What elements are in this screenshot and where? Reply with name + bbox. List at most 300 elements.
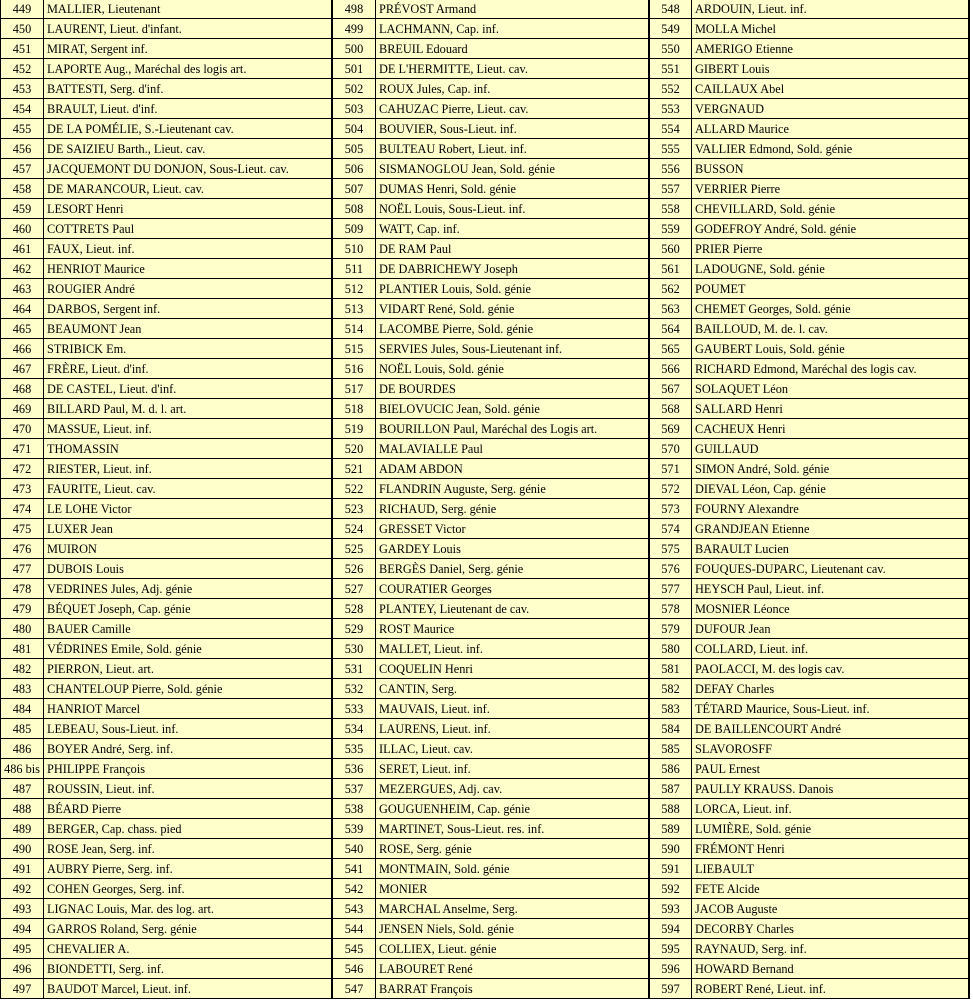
table-row	[0, 79, 333, 99]
entry-number: 531	[333, 659, 376, 679]
entry-number: 550	[650, 39, 692, 59]
entry-name: BOUVIER, Sous-Lieut. inf.	[376, 119, 650, 139]
table-row	[0, 579, 333, 599]
entry-number: 558	[650, 199, 692, 219]
table-row	[333, 179, 650, 199]
entry-name: BREUIL Edouard	[376, 39, 650, 59]
entry-number: 487	[0, 779, 44, 799]
table-row	[333, 719, 650, 739]
entry-number: 574	[650, 519, 692, 539]
table-row	[0, 259, 333, 279]
table-row	[0, 819, 333, 839]
entry-name: TÉTARD Maurice, Sous-Lieut. inf.	[692, 699, 970, 719]
table-row	[333, 799, 650, 819]
table-row	[0, 959, 333, 979]
entry-number: 492	[0, 879, 44, 899]
table-row	[333, 559, 650, 579]
entry-name: COLLARD, Lieut. inf.	[692, 639, 970, 659]
table-row	[0, 379, 333, 399]
table-row	[650, 519, 970, 539]
entry-number: 523	[333, 499, 376, 519]
table-row	[333, 299, 650, 319]
entry-number: 512	[333, 279, 376, 299]
entry-name: HANRIOT Marcel	[44, 699, 333, 719]
entry-name: LORCA, Lieut. inf.	[692, 799, 970, 819]
entry-name: JENSEN Niels, Sold. génie	[376, 919, 650, 939]
entry-number: 548	[650, 0, 692, 19]
entry-number: 587	[650, 779, 692, 799]
entry-number: 473	[0, 479, 44, 499]
entry-number: 588	[650, 799, 692, 819]
table-row	[0, 199, 333, 219]
table-row	[650, 119, 970, 139]
table-row	[0, 419, 333, 439]
table-row	[0, 299, 333, 319]
entry-number: 480	[0, 619, 44, 639]
entry-name: COURATIER Georges	[376, 579, 650, 599]
table-row	[333, 639, 650, 659]
table-row	[650, 859, 970, 879]
entry-number: 515	[333, 339, 376, 359]
entry-name: DE RAM Paul	[376, 239, 650, 259]
entry-name: HENRIOT Maurice	[44, 259, 333, 279]
table-row	[0, 939, 333, 959]
table-row	[650, 459, 970, 479]
entry-name: MONIER	[376, 879, 650, 899]
entry-name: ILLAC, Lieut. cav.	[376, 739, 650, 759]
entry-name: BATTESTI, Serg. d'inf.	[44, 79, 333, 99]
table-row	[650, 479, 970, 499]
entry-name: CACHEUX Henri	[692, 419, 970, 439]
entry-number: 468	[0, 379, 44, 399]
entry-number: 451	[0, 39, 44, 59]
entry-name: DE BAILLENCOURT André	[692, 719, 970, 739]
entry-number: 519	[333, 419, 376, 439]
table-row	[650, 219, 970, 239]
entry-name: RICHARD Edmond, Maréchal des logis cav.	[692, 359, 970, 379]
entry-name: ARDOUIN, Lieut. inf.	[692, 0, 970, 19]
entry-number: 449	[0, 0, 44, 19]
table-row	[0, 59, 333, 79]
entry-name: MARCHAL Anselme, Serg.	[376, 899, 650, 919]
entry-name: PIERRON, Lieut. art.	[44, 659, 333, 679]
entry-number: 460	[0, 219, 44, 239]
entry-name: MONTMAIN, Sold. génie	[376, 859, 650, 879]
entry-name: MIRAT, Sergent inf.	[44, 39, 333, 59]
table-row	[650, 939, 970, 959]
table-row	[650, 619, 970, 639]
entry-number: 475	[0, 519, 44, 539]
entry-name: FETE Alcide	[692, 879, 970, 899]
entry-name: CHEMET Georges, Sold. génie	[692, 299, 970, 319]
table-row	[333, 599, 650, 619]
entry-name: AUBRY Pierre, Serg. inf.	[44, 859, 333, 879]
entry-name: BERGER, Cap. chass. pied	[44, 819, 333, 839]
table-row	[333, 0, 650, 19]
entry-number: 552	[650, 79, 692, 99]
entry-number: 559	[650, 219, 692, 239]
table-row	[650, 139, 970, 159]
table-row	[333, 39, 650, 59]
table-row	[0, 119, 333, 139]
entry-number: 596	[650, 959, 692, 979]
table-row	[333, 679, 650, 699]
table-row	[333, 779, 650, 799]
entry-name: ROUSSIN, Lieut. inf.	[44, 779, 333, 799]
entry-number: 455	[0, 119, 44, 139]
entry-name: BÉARD Pierre	[44, 799, 333, 819]
table-row	[0, 639, 333, 659]
table-row	[333, 479, 650, 499]
entry-name: BOYER André, Serg. inf.	[44, 739, 333, 759]
entry-number: 568	[650, 399, 692, 419]
table-row	[0, 699, 333, 719]
entry-number: 535	[333, 739, 376, 759]
table-row	[650, 179, 970, 199]
entry-name: LAPORTE Aug., Maréchal des logis art.	[44, 59, 333, 79]
entry-number: 589	[650, 819, 692, 839]
table-row	[333, 879, 650, 899]
entry-number: 527	[333, 579, 376, 599]
entry-name: FOUQUES-DUPARC, Lieutenant cav.	[692, 559, 970, 579]
entry-name: MUIRON	[44, 539, 333, 559]
entry-name: LIGNAC Louis, Mar. des log. art.	[44, 899, 333, 919]
entry-number: 576	[650, 559, 692, 579]
entry-name: GUILLAUD	[692, 439, 970, 459]
entry-name: MEZERGUES, Adj. cav.	[376, 779, 650, 799]
table-row	[333, 699, 650, 719]
table-row	[650, 159, 970, 179]
entry-number: 507	[333, 179, 376, 199]
entry-name: BERGÈS Daniel, Serg. génie	[376, 559, 650, 579]
table-row	[333, 739, 650, 759]
entry-name: LESORT Henri	[44, 199, 333, 219]
entry-name: HOWARD Bernand	[692, 959, 970, 979]
entry-number: 505	[333, 139, 376, 159]
entry-name: HEYSCH Paul, Lieut. inf.	[692, 579, 970, 599]
entry-number: 565	[650, 339, 692, 359]
entry-number: 538	[333, 799, 376, 819]
entry-number: 494	[0, 919, 44, 939]
entry-number: 472	[0, 459, 44, 479]
table-row	[650, 579, 970, 599]
entry-name: ROBERT René, Lieut. inf.	[692, 979, 970, 999]
entry-number: 467	[0, 359, 44, 379]
table-row	[333, 239, 650, 259]
table-row	[650, 639, 970, 659]
entry-number: 551	[650, 59, 692, 79]
entry-name: ROUGIER André	[44, 279, 333, 299]
entry-number: 573	[650, 499, 692, 519]
table-row	[333, 259, 650, 279]
entry-number: 581	[650, 659, 692, 679]
entry-name: DE DABRICHEWY Joseph	[376, 259, 650, 279]
entry-name: GOUGUENHEIM, Cap. génie	[376, 799, 650, 819]
table-row	[650, 319, 970, 339]
entry-number: 484	[0, 699, 44, 719]
entry-name: DE SAIZIEU Barth., Lieut. cav.	[44, 139, 333, 159]
entry-number: 532	[333, 679, 376, 699]
entry-name: MOSNIER Léonce	[692, 599, 970, 619]
entry-number: 489	[0, 819, 44, 839]
entry-name: LEBEAU, Sous-Lieut. inf.	[44, 719, 333, 739]
entry-name: DE LA POMÉLIE, S.-Lieutenant cav.	[44, 119, 333, 139]
table-row	[0, 0, 333, 19]
table-row	[333, 539, 650, 559]
entry-name: FRÈRE, Lieut. d'inf.	[44, 359, 333, 379]
entry-number: 556	[650, 159, 692, 179]
entry-number: 464	[0, 299, 44, 319]
table-row	[650, 259, 970, 279]
table-row	[333, 759, 650, 779]
table-row	[0, 279, 333, 299]
entry-number: 567	[650, 379, 692, 399]
entry-name: FRÉMONT Henri	[692, 839, 970, 859]
entry-number: 504	[333, 119, 376, 139]
entry-number: 479	[0, 599, 44, 619]
entry-name: BOURILLON Paul, Maréchal des Logis art.	[376, 419, 650, 439]
entry-number: 490	[0, 839, 44, 859]
entry-number: 564	[650, 319, 692, 339]
entry-number: 477	[0, 559, 44, 579]
entry-name: FAUX, Lieut. inf.	[44, 239, 333, 259]
table-row	[650, 199, 970, 219]
table-row	[0, 879, 333, 899]
entry-name: RIESTER, Lieut. inf.	[44, 459, 333, 479]
entry-name: BULTEAU Robert, Lieut. inf.	[376, 139, 650, 159]
entry-name: GODEFROY André, Sold. génie	[692, 219, 970, 239]
table-row	[0, 179, 333, 199]
entry-number: 590	[650, 839, 692, 859]
entry-number: 577	[650, 579, 692, 599]
entry-number: 458	[0, 179, 44, 199]
entry-name: ROSE, Serg. génie	[376, 839, 650, 859]
table-row	[0, 519, 333, 539]
entry-name: VEDRINES Jules, Adj. génie	[44, 579, 333, 599]
entry-name: DECORBY Charles	[692, 919, 970, 939]
entry-name: BIONDETTI, Serg. inf.	[44, 959, 333, 979]
entry-name: COQUELIN Henri	[376, 659, 650, 679]
table-row	[650, 79, 970, 99]
table-row	[650, 59, 970, 79]
table-row	[333, 659, 650, 679]
entry-name: VERRIER Pierre	[692, 179, 970, 199]
entry-number: 517	[333, 379, 376, 399]
table-row	[0, 559, 333, 579]
entry-name: PAOLACCI, M. des logis cav.	[692, 659, 970, 679]
entry-number: 510	[333, 239, 376, 259]
table-row	[333, 519, 650, 539]
table-row	[333, 79, 650, 99]
entry-name: COTTRETS Paul	[44, 219, 333, 239]
entry-number: 541	[333, 859, 376, 879]
table-row	[333, 979, 650, 999]
entry-number: 498	[333, 0, 376, 19]
table-row	[333, 579, 650, 599]
entry-number: 525	[333, 539, 376, 559]
entry-number: 483	[0, 679, 44, 699]
table-row	[333, 499, 650, 519]
table-row	[0, 99, 333, 119]
entry-number: 583	[650, 699, 692, 719]
entry-number: 452	[0, 59, 44, 79]
entry-name: MALAVIALLE Paul	[376, 439, 650, 459]
table-row	[333, 19, 650, 39]
entry-number: 496	[0, 959, 44, 979]
table-row	[333, 399, 650, 419]
entry-name: DARBOS, Sergent inf.	[44, 299, 333, 319]
table-row	[650, 719, 970, 739]
entry-number: 594	[650, 919, 692, 939]
table-row	[333, 219, 650, 239]
entry-name: BRAULT, Lieut. d'inf.	[44, 99, 333, 119]
entry-name: LADOUGNE, Sold. génie	[692, 259, 970, 279]
entry-name: LABOURET René	[376, 959, 650, 979]
entry-number: 545	[333, 939, 376, 959]
entry-number: 549	[650, 19, 692, 39]
entry-number: 488	[0, 799, 44, 819]
table-row	[650, 499, 970, 519]
entry-name: SIMON André, Sold. génie	[692, 459, 970, 479]
entry-number: 585	[650, 739, 692, 759]
entry-number: 465	[0, 319, 44, 339]
table-row	[650, 799, 970, 819]
entry-name: PRIER Pierre	[692, 239, 970, 259]
entry-name: MALLIER, Lieutenant	[44, 0, 333, 19]
entry-name: BILLARD Paul, M. d. l. art.	[44, 399, 333, 419]
table-row	[650, 39, 970, 59]
entry-name: DUFOUR Jean	[692, 619, 970, 639]
entry-number: 478	[0, 579, 44, 599]
entry-number: 530	[333, 639, 376, 659]
entry-number: 486	[0, 739, 44, 759]
table-row	[650, 359, 970, 379]
table-row	[0, 859, 333, 879]
entry-name: JACOB Auguste	[692, 899, 970, 919]
entry-name: MASSUE, Lieut. inf.	[44, 419, 333, 439]
table-row	[650, 979, 970, 999]
entry-name: STRIBICK Em.	[44, 339, 333, 359]
table-row	[0, 239, 333, 259]
entry-number: 547	[333, 979, 376, 999]
table-row	[650, 739, 970, 759]
entry-number: 476	[0, 539, 44, 559]
table-row	[650, 299, 970, 319]
table-row	[333, 359, 650, 379]
entry-name: DE L'HERMITTE, Lieut. cav.	[376, 59, 650, 79]
entry-number: 533	[333, 699, 376, 719]
table-row	[0, 679, 333, 699]
entry-name: LAURENT, Lieut. d'infant.	[44, 19, 333, 39]
table-row	[333, 199, 650, 219]
table-row	[333, 459, 650, 479]
table-row	[0, 899, 333, 919]
entry-number: 542	[333, 879, 376, 899]
entry-number: 503	[333, 99, 376, 119]
table-row	[650, 379, 970, 399]
entry-name: PLANTEY, Lieutenant de cav.	[376, 599, 650, 619]
entry-name: BUSSON	[692, 159, 970, 179]
entry-number: 481	[0, 639, 44, 659]
entry-name: ALLARD Maurice	[692, 119, 970, 139]
table-row	[0, 839, 333, 859]
table-row	[650, 659, 970, 679]
entry-name: MALLET, Lieut. inf.	[376, 639, 650, 659]
entry-number: 566	[650, 359, 692, 379]
table-row	[0, 799, 333, 819]
entry-number: 536	[333, 759, 376, 779]
entry-name: BIELOVUCIC Jean, Sold. génie	[376, 399, 650, 419]
table-row	[333, 819, 650, 839]
entry-number: 582	[650, 679, 692, 699]
table-row	[0, 439, 333, 459]
entry-name: DUBOIS Louis	[44, 559, 333, 579]
entry-name: PHILIPPE François	[44, 759, 333, 779]
entry-number: 529	[333, 619, 376, 639]
table-row	[333, 859, 650, 879]
entry-name: BARRAT François	[376, 979, 650, 999]
entry-number: 526	[333, 559, 376, 579]
table-row	[650, 679, 970, 699]
table-row	[0, 499, 333, 519]
table-row	[650, 539, 970, 559]
entry-name: DEFAY Charles	[692, 679, 970, 699]
entry-name: LUMIÈRE, Sold. génie	[692, 819, 970, 839]
entry-name: GAUBERT Louis, Sold. génie	[692, 339, 970, 359]
table-row	[333, 59, 650, 79]
entry-name: CHANTELOUP Pierre, Sold. génie	[44, 679, 333, 699]
entry-name: SERVIES Jules, Sous-Lieutenant inf.	[376, 339, 650, 359]
table-row	[333, 99, 650, 119]
entry-name: BAILLOUD, M. de. l. cav.	[692, 319, 970, 339]
entry-name: CHEVALIER A.	[44, 939, 333, 959]
table-row	[0, 479, 333, 499]
table-row	[650, 599, 970, 619]
table-row	[650, 899, 970, 919]
table-row	[650, 419, 970, 439]
table-row	[0, 719, 333, 739]
table-row	[650, 239, 970, 259]
entry-name: PAULLY KRAUSS. Danois	[692, 779, 970, 799]
table-row	[650, 439, 970, 459]
entry-number: 537	[333, 779, 376, 799]
entry-number: 485	[0, 719, 44, 739]
table-row	[333, 279, 650, 299]
entry-name: BARAULT Lucien	[692, 539, 970, 559]
entry-name: DE MARANCOUR, Lieut. cav.	[44, 179, 333, 199]
table-row	[0, 139, 333, 159]
entry-name: LE LOHE Victor	[44, 499, 333, 519]
entry-number: 540	[333, 839, 376, 859]
table-row	[0, 739, 333, 759]
entry-number: 471	[0, 439, 44, 459]
entry-name: PLANTIER Louis, Sold. génie	[376, 279, 650, 299]
table-row	[650, 699, 970, 719]
entry-name: SERET, Lieut. inf.	[376, 759, 650, 779]
entry-name: GRANDJEAN Etienne	[692, 519, 970, 539]
entry-name: DE CASTEL, Lieut. d'inf.	[44, 379, 333, 399]
entry-name: GARROS Roland, Serg. génie	[44, 919, 333, 939]
entry-name: LACHMANN, Cap. inf.	[376, 19, 650, 39]
entry-name: COLLIEX, Lieut. génie	[376, 939, 650, 959]
entry-number: 561	[650, 259, 692, 279]
entry-number: 571	[650, 459, 692, 479]
entry-number: 450	[0, 19, 44, 39]
entry-number: 553	[650, 99, 692, 119]
entry-name: FLANDRIN Auguste, Serg. génie	[376, 479, 650, 499]
entry-name: BEAUMONT Jean	[44, 319, 333, 339]
entry-number: 491	[0, 859, 44, 879]
